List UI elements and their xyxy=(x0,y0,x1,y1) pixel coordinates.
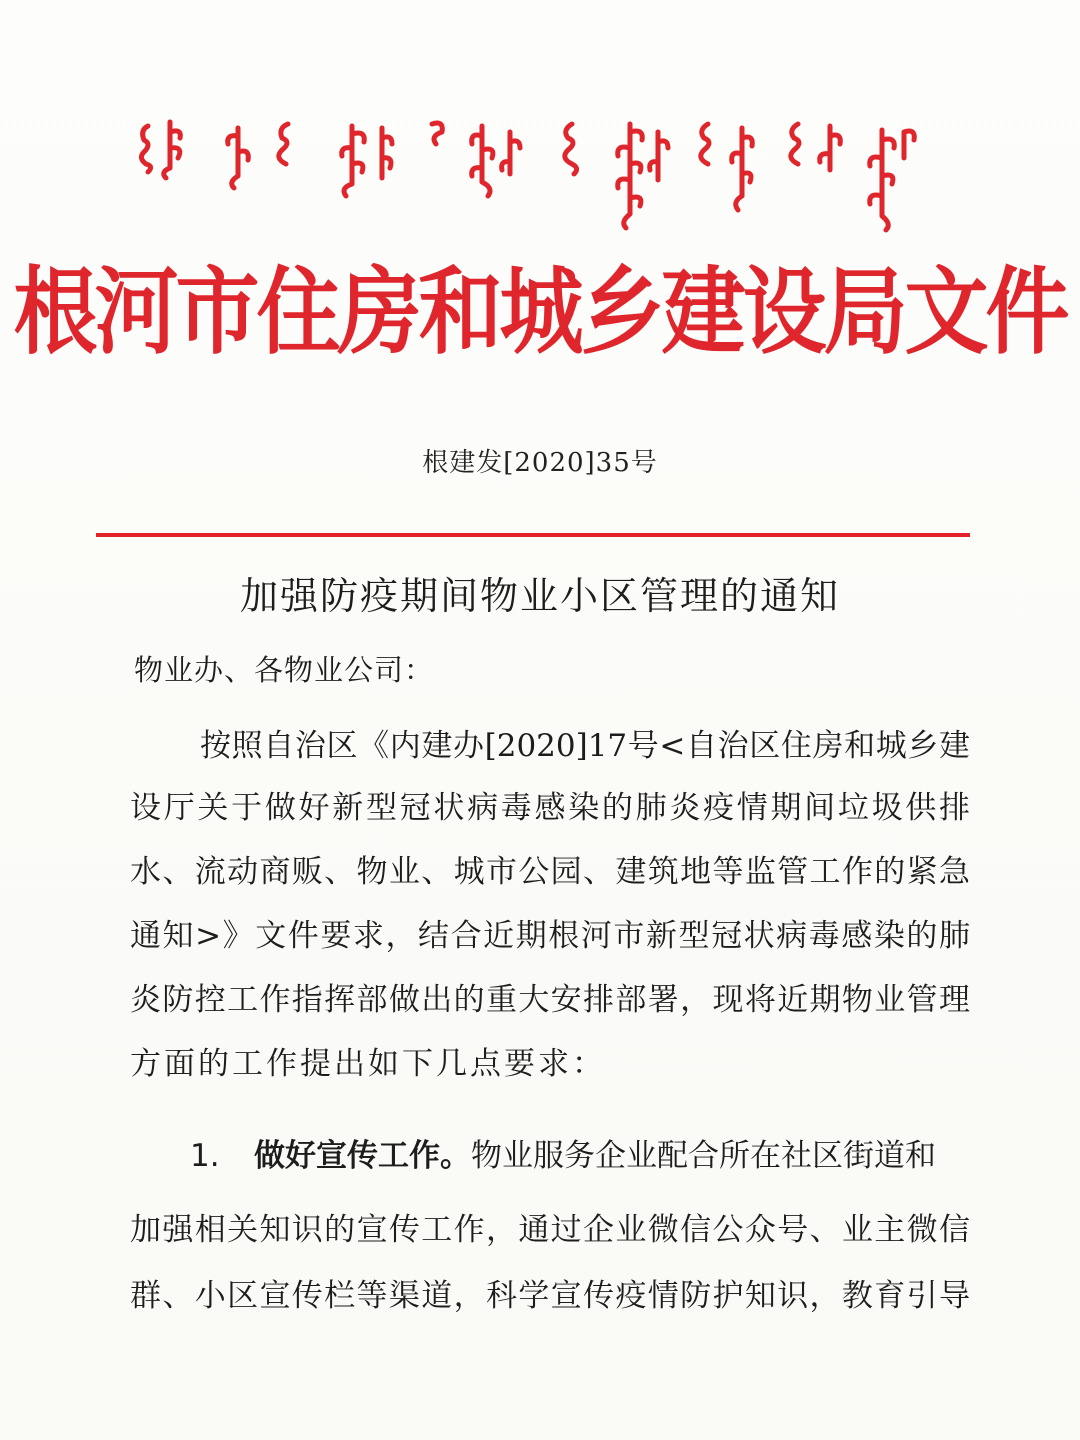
red-divider-line xyxy=(96,533,970,537)
mongolian-script-graphic xyxy=(130,118,930,248)
paragraph-line: 设厅关于做好新型冠状病毒感染的肺炎疫情期间垃圾供排 xyxy=(130,790,970,826)
paragraph-line: 按照自治区《内建办[2020]17号<自治区住房和城乡建 xyxy=(200,728,970,764)
paragraph-line: 炎防控工作指挥部做出的重大安排部署，现将近期物业管理 xyxy=(130,982,970,1018)
issuing-authority-title: 根河市住房和城乡建设局文件 xyxy=(13,257,1067,368)
list-item-number: 1. xyxy=(190,1138,220,1174)
paragraph-line: 群、小区宣传栏等渠道，科学宣传疫情防护知识，教育引导 xyxy=(130,1278,970,1314)
list-item-heading: 做好宣传工作。 xyxy=(254,1138,471,1174)
document-number: 根建发[2020]35号 xyxy=(422,448,658,478)
paragraph-line: 通知>》文件要求，结合近期根河市新型冠状病毒感染的肺 xyxy=(130,918,970,954)
mongolian-script-header xyxy=(130,118,930,248)
paragraph-line: 方面的工作提出如下几点要求： xyxy=(130,1046,606,1082)
list-item-1-first-line xyxy=(190,1130,970,1175)
paragraph-line: 水、流动商贩、物业、城市公园、建筑地等监管工作的紧急 xyxy=(130,854,970,890)
salutation: 物业办、各物业公司： xyxy=(134,653,435,687)
notice-title: 加强防疫期间物业小区管理的通知 xyxy=(239,574,840,618)
paragraph-line: 加强相关知识的宣传工作，通过企业微信公众号、业主微信 xyxy=(130,1212,970,1248)
list-item-text: 物业服务企业配合所在社区街道和 xyxy=(471,1138,936,1174)
